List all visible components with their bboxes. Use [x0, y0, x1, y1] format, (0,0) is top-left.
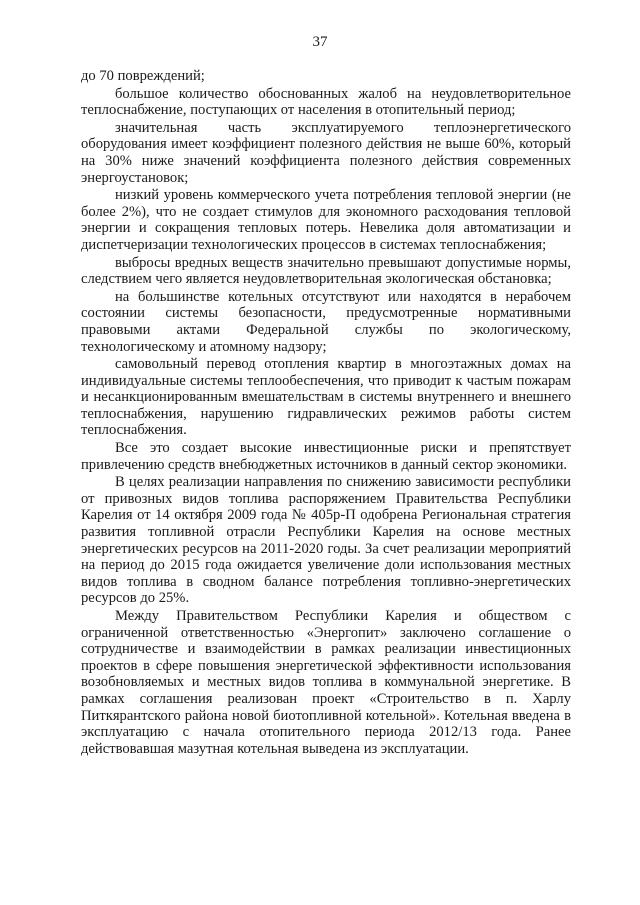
page-number: 37	[312, 34, 328, 50]
paragraph-metering: низкий уровень коммерческого учета потребления тепловой энергии (не более 2%), что не создает стимулов для экономного расходования тепловой энергии и сокращения тепловых потерь. Невелика доля автоматизации и диспетчеризации технологических процессов в системах теплоснабжения;	[81, 187, 571, 253]
paragraph-heating-conversion: самовольный перевод отопления квартир в многоэтажных домах на индивидуальные системы теплообеспечения, что приводит к частым пожарам и несанкционированным вмешательствам в системы внутреннего и внешнего теплоснабжения, нарушению гидравлических режимов работы систем теплоснабжения.	[81, 356, 571, 439]
paragraph-emissions: выбросы вредных веществ значительно превышают допустимые нормы, следствием чего является неудовлетворительная экологическая обстановка;	[81, 254, 571, 288]
paragraph-complaints: большое количество обоснованных жалоб на неудовлетворительное теплоснабжение, поступающих от населения в отопительный период;	[81, 85, 571, 119]
paragraph-safety-systems: на большинстве котельных отсутствуют или находятся в нерабочем состоянии системы безопасности, предусмотренные нормативными правовыми актами Федеральной службы по экологическому, технологическому и атомному надзору;	[81, 288, 571, 355]
paragraph-regional-strategy: В целях реализации направления по снижению зависимости республики от привозных видов топлива распоряжением Правительства Республики Карелия от 14 октября 2009 года № 405р-П одобрена Региональная стратегия развития топливной отрасли Республики Карелия на основе местных энергетических ресурсов на 2011-2020 годы. За счет реализации мероприятий на период до 2015 года ожидается увеличение доли использования местных видов топлива в сводном балансе потребления топливно-энергетических ресурсов до 25%.	[81, 474, 571, 607]
paragraph-investment-risks: Все это создает высокие инвестиционные риски и препятствует привлечению средств внебюджетных источников в данный сектор экономики.	[81, 440, 571, 473]
paragraph-equipment-efficiency: значительная часть эксплуатируемого теплоэнергетического оборудования имеет коэффициент полезного действия не выше 60%, который на 30% ниже значений коэффициента полезного действия современных энергоустановок;	[81, 119, 571, 186]
body-text	[81, 68, 571, 758]
paragraph-energopit-agreement: Между Правительством Республики Карелия и обществом с ограниченной ответственностью «Энергопит» заключено соглашение о сотрудничестве и взаимодействии в рамках реализации инвестиционных проектов в сфере повышения энергетической эффективности использования возобновляемых и местных видов топлива в коммунальной энергетике. В рамках соглашения реализован проект «Строительство в п. Харлу Питкярантского района новой биотопливной котельной». Котельная введена в эксплуатацию с начала отопительного периода 2012/13 года. Ранее действовавшая мазутная котельная выведена из эксплуатации.	[81, 608, 571, 757]
paragraph-continuation: до 70 повреждений;	[81, 68, 205, 84]
